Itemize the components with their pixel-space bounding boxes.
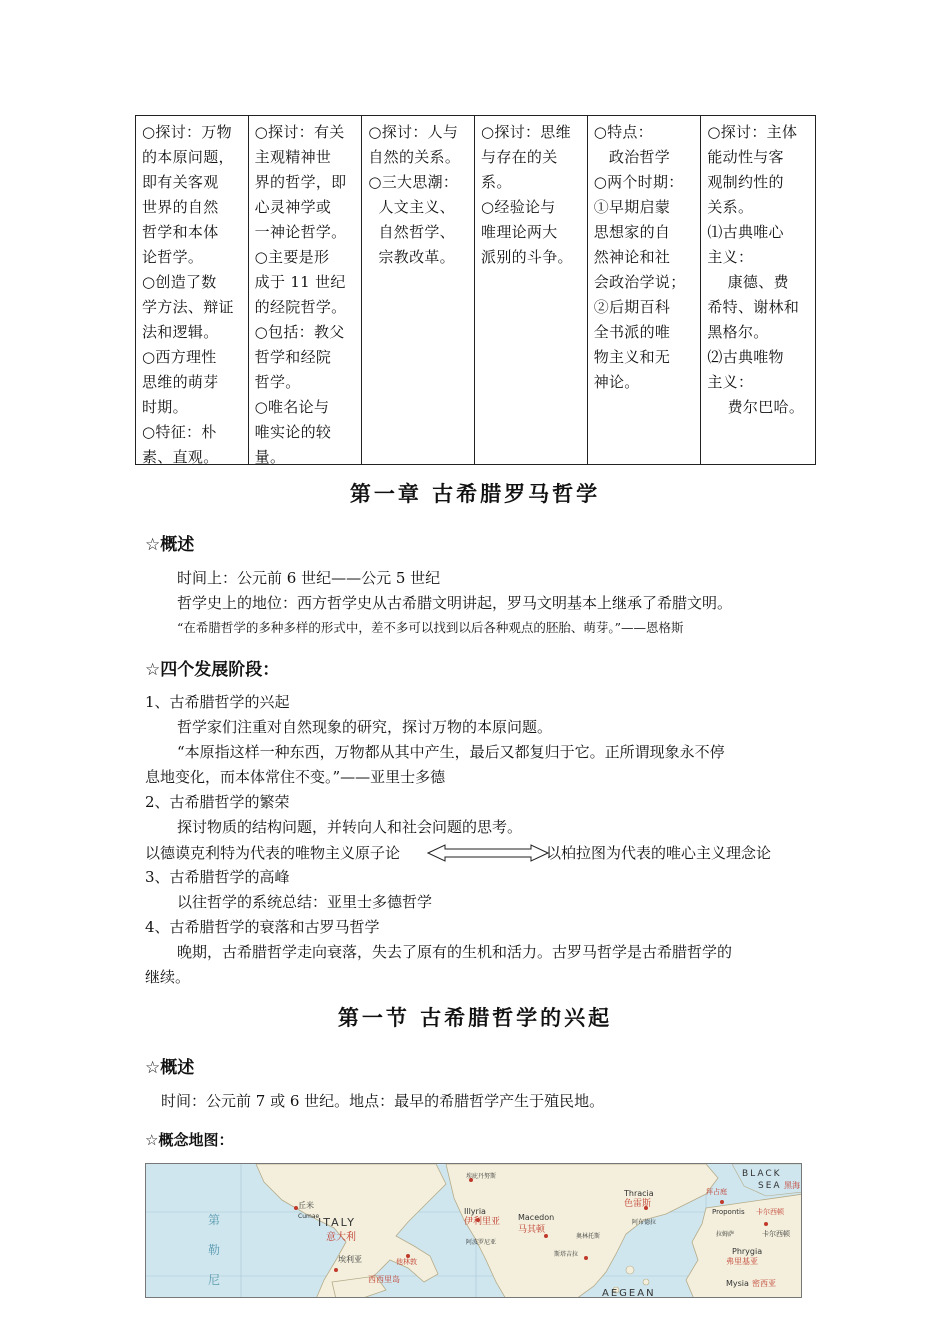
table-cell-line: 哲学和经院 bbox=[254, 348, 332, 366]
double-arrow-icon bbox=[427, 844, 549, 862]
table-cell-line: 量。 bbox=[254, 448, 286, 464]
table-cell-line: 然神论和社 bbox=[593, 248, 671, 266]
phrygia-label: Phrygia bbox=[732, 1247, 763, 1256]
overview-heading: ☆概述 bbox=[145, 535, 195, 555]
table-cell-line: 心灵神学或 bbox=[254, 198, 332, 216]
stage-4-text-line2: 继续。 bbox=[145, 968, 191, 986]
table-cell-line: ⑵古典唯物 bbox=[707, 348, 784, 366]
stage-2-title: 2、古希腊哲学的繁荣 bbox=[145, 793, 290, 811]
table-cell-line: 的本原问题， bbox=[142, 148, 234, 166]
olynthus-cn-label: 奥林托斯 bbox=[576, 1233, 601, 1240]
abdera-cn-label: 阿布德拉 bbox=[632, 1219, 657, 1226]
stagira-cn-label: 斯塔吉拉 bbox=[554, 1251, 579, 1258]
cumae-label: Cumae bbox=[298, 1213, 320, 1220]
table-cell-line: 一神论哲学。 bbox=[254, 223, 347, 241]
map-graphic bbox=[146, 1164, 802, 1298]
table-column bbox=[475, 116, 588, 464]
table-cell-line: 系。 bbox=[481, 173, 512, 191]
aristotle-quote-line2: 息地变化，而本体常住不变。”——亚里士多德 bbox=[145, 768, 446, 786]
apollonia-cn-label: 阿波罗尼亚 bbox=[466, 1239, 497, 1246]
mysia-cn-label: 密西亚 bbox=[752, 1279, 776, 1288]
table-cell-line: 黑格尔。 bbox=[707, 323, 769, 341]
stage-1-title: 1、古希腊哲学的兴起 bbox=[145, 693, 290, 711]
illyria-label: Illyria bbox=[464, 1207, 486, 1216]
stage-4-title: 4、古希腊哲学的衰落和古罗马哲学 bbox=[145, 918, 380, 936]
italy-label: ITALY bbox=[318, 1216, 357, 1229]
table-cell-line: 会政治学说； bbox=[593, 273, 686, 291]
table-cell-line: ○探讨：万物 bbox=[142, 123, 232, 141]
table-cell-line: 唯实论的较 bbox=[254, 423, 332, 441]
table-cell-line: 希特、谢林和 bbox=[707, 298, 800, 316]
table-cell-line: 人文主义、 bbox=[368, 198, 455, 216]
table-cell-line: 派别的斗争。 bbox=[481, 248, 573, 266]
byzantium-cn-label: 拜占庭 bbox=[706, 1188, 727, 1196]
overview-status: 哲学史上的地位：西方哲学史从古希腊文明讲起，罗马文明基本上继承了希腊文明。 bbox=[177, 594, 733, 612]
table-column bbox=[249, 116, 363, 464]
western-greece-cn-label: 西西里岛 bbox=[368, 1275, 400, 1284]
overview-2-text: 时间：公元前 7 或 6 世纪。地点：最早的希腊哲学产生于殖民地。 bbox=[161, 1092, 605, 1110]
table-cell-line: 学方法、辩证 bbox=[142, 298, 234, 316]
table-cell-line: 自然的关系。 bbox=[368, 148, 461, 166]
table-cell-line: 思想家的自 bbox=[593, 223, 671, 241]
macedon-label: Macedon bbox=[518, 1213, 555, 1222]
table-cell-line: 时期。 bbox=[142, 398, 188, 416]
table-cell-line: ○两个时期： bbox=[593, 173, 684, 191]
overview-time: 时间上：公元前 6 世纪——公元 5 世纪 bbox=[177, 569, 441, 587]
table-column bbox=[701, 116, 815, 464]
table-cell-line: ○唯名论与 bbox=[254, 398, 330, 416]
overview-heading-2: ☆概述 bbox=[145, 1058, 195, 1078]
table-cell-line: 物主义和无 bbox=[593, 348, 671, 366]
table-cell-line: ⑴古典唯心 bbox=[707, 223, 784, 241]
illyria-cn-label: 伊利里亚 bbox=[464, 1217, 501, 1227]
black-sea-cn-label: 黑海 bbox=[784, 1181, 800, 1190]
engels-quote: “在希腊哲学的多种多样的形式中，差不多可以找到以后各种观点的胚胎、萌芽。”——恩格斯 bbox=[177, 620, 684, 635]
tyrrhenian-label-1: 第 bbox=[208, 1213, 221, 1227]
tarentum-cn-label: 他林敦 bbox=[396, 1258, 417, 1266]
table-cell-line: 哲学和本体 bbox=[142, 223, 219, 241]
phrygia-cn-label: 弗里基亚 bbox=[726, 1257, 758, 1266]
tyrrhenian-label-3: 尼 bbox=[208, 1273, 221, 1287]
tyrrhenian-label-2: 勒 bbox=[208, 1243, 221, 1257]
section-title: 第一节 古希腊哲学的兴起 bbox=[337, 1005, 613, 1030]
table-cell-line: ○探讨：有关 bbox=[254, 123, 345, 141]
aristotle-quote-line1: “本原指这样一种东西，万物都从其中产生，最后又都复归于它。正所谓现象永不停 bbox=[177, 743, 725, 761]
table-cell-line: 关系。 bbox=[707, 198, 754, 216]
table-cell-line: 素、直观。 bbox=[142, 448, 219, 464]
table-cell-line: ○特征：朴 bbox=[142, 423, 217, 441]
table-cell-line: 的经院哲学。 bbox=[254, 298, 347, 316]
table-cell-line: ○西方理性 bbox=[142, 348, 217, 366]
table-cell-line: 主观精神世 bbox=[254, 148, 332, 166]
table-cell-line: ○探讨：人与 bbox=[368, 123, 459, 141]
table-cell-line: 能动性与客 bbox=[707, 148, 784, 166]
stage-1-text: 哲学家们注重对自然现象的研究，探讨万物的本原问题。 bbox=[177, 718, 553, 736]
table-cell-line: 成于 11 世纪 bbox=[254, 273, 346, 291]
thracia-label: Thracia bbox=[624, 1189, 654, 1198]
table-cell-line: 论哲学。 bbox=[142, 248, 204, 266]
macedon-cn-label: 马其顿 bbox=[518, 1225, 546, 1235]
stages-heading: ☆四个发展阶段： bbox=[145, 660, 280, 680]
table-cell-line: 宗教改革。 bbox=[368, 248, 455, 266]
atomism-text: 以德谟克利特为代表的唯物主义原子论 bbox=[145, 844, 401, 862]
table-column bbox=[588, 116, 702, 464]
table-cell-line: ②后期百科 bbox=[593, 298, 671, 316]
table-cell-line: ○探讨：主体 bbox=[707, 123, 798, 141]
italy-cn-label: 意大利 bbox=[326, 1232, 356, 1243]
table-cell-line: ○创造了数 bbox=[142, 273, 217, 291]
table-column bbox=[362, 116, 475, 464]
epidamnus-cn-label: 埃庇丹努斯 bbox=[466, 1173, 497, 1180]
table-cell-line: 世界的自然 bbox=[142, 198, 219, 216]
table-cell-line: 思维的萌芽 bbox=[142, 373, 219, 391]
lampsacus-cn-label: 拉姆萨 bbox=[716, 1231, 735, 1238]
aegean-label: AEGEAN bbox=[602, 1288, 656, 1298]
chalcedon-cn-label: 卡尔西顿 bbox=[762, 1230, 790, 1238]
table-cell-line: 界的哲学，即 bbox=[254, 173, 347, 191]
propontis-label: Propontis bbox=[712, 1208, 745, 1216]
sea-label: SEA bbox=[758, 1181, 782, 1191]
table-cell-line: 自然哲学、 bbox=[368, 223, 455, 241]
table-column bbox=[136, 116, 249, 464]
table-cell-line: 哲学。 bbox=[254, 373, 301, 391]
table-cell-line: ①早期启蒙 bbox=[593, 198, 671, 216]
table-cell-line: 主义： bbox=[707, 248, 754, 266]
stage-4-text-line1: 晚期，古希腊哲学走向衰落，失去了原有的生机和活力。古罗马哲学是古希腊哲学的 bbox=[177, 943, 733, 961]
materialism-idealism-row bbox=[145, 840, 845, 864]
elea-cn-label: 埃利亚 bbox=[338, 1255, 362, 1264]
table-cell-line: 主义： bbox=[707, 373, 754, 391]
concept-map-heading: ☆概念地图： bbox=[145, 1131, 234, 1149]
ancient-greece-map bbox=[145, 1163, 802, 1298]
table-cell-line: ○特点： bbox=[593, 123, 653, 141]
table-cell-line: ○包括：教父 bbox=[254, 323, 345, 341]
idea-theory-text: 以柏拉图为代表的唯心主义理念论 bbox=[546, 844, 772, 862]
table-cell-line: 神论。 bbox=[593, 373, 640, 391]
table-cell-line: ○三大思潮： bbox=[368, 173, 459, 191]
stage-3-title: 3、古希腊哲学的高峰 bbox=[145, 868, 290, 886]
cumae-cn-label: 丘米 bbox=[298, 1201, 314, 1210]
table-cell-line: ○经验论与 bbox=[481, 198, 556, 216]
table-cell-line: 即有关客观 bbox=[142, 173, 219, 191]
table-cell-line: 法和逻辑。 bbox=[142, 323, 219, 341]
thracia-cn-label: 色雷斯 bbox=[624, 1199, 652, 1209]
table-cell-line: 唯理论两大 bbox=[481, 223, 558, 241]
table-cell-line: 费尔巴哈。 bbox=[707, 398, 805, 416]
table-cell-line: ○主要是形 bbox=[254, 248, 330, 266]
philosophy-periods-table bbox=[135, 115, 816, 465]
propontis-cn-label: 卡尔西顿 bbox=[756, 1208, 784, 1216]
stage-3-text: 以往哲学的系统总结：亚里士多德哲学 bbox=[177, 893, 433, 911]
mysia-label: Mysia bbox=[726, 1279, 749, 1288]
stage-2-text: 探讨物质的结构问题，并转向人和社会问题的思考。 bbox=[177, 818, 523, 836]
table-cell-line: 观制约性的 bbox=[707, 173, 784, 191]
table-cell-line: 康德、费 bbox=[707, 273, 789, 291]
table-cell-line: 政治哲学 bbox=[593, 148, 671, 166]
chapter-title: 第一章 古希腊罗马哲学 bbox=[349, 481, 601, 506]
table-cell-line: ○探讨：思维 bbox=[481, 123, 571, 141]
table-cell-line: 与存在的关 bbox=[481, 148, 558, 166]
table-cell-line: 全书派的唯 bbox=[593, 323, 671, 341]
black-sea-label: BLACK bbox=[742, 1169, 782, 1179]
